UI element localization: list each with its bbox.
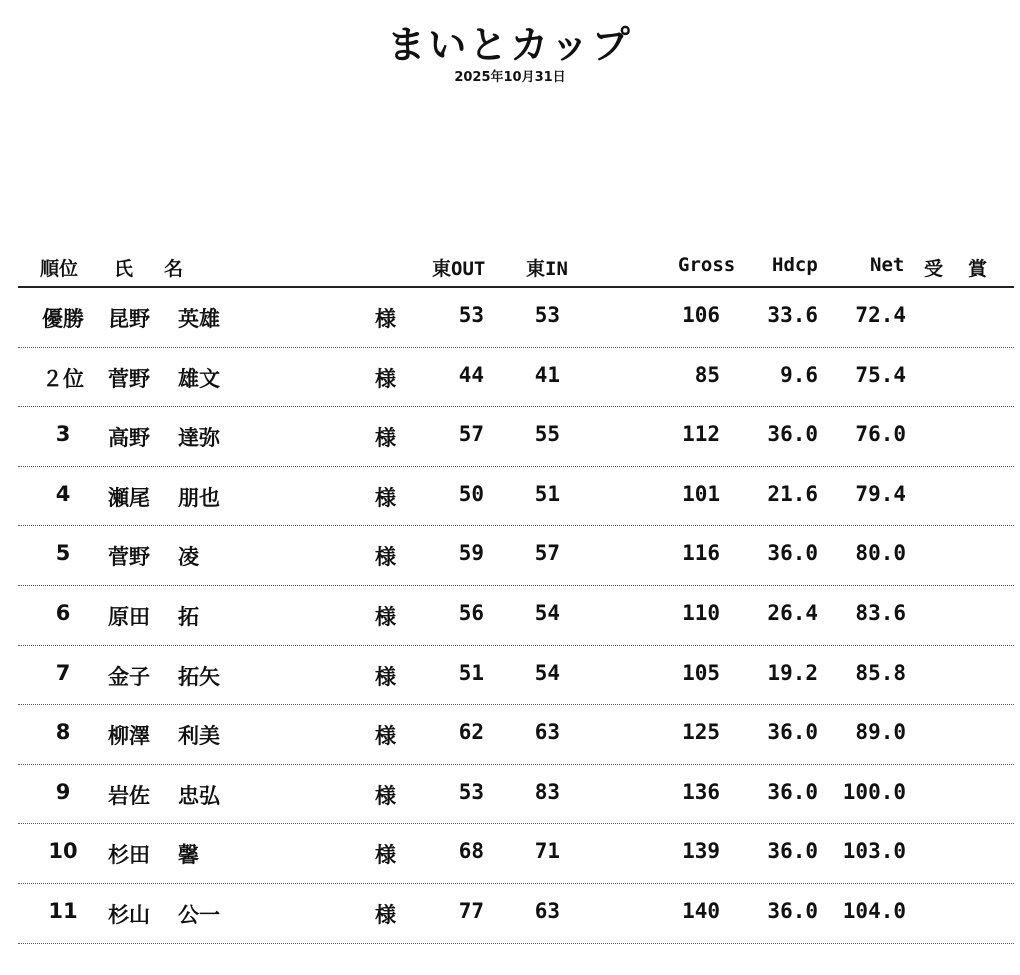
out-score-cell: 57 bbox=[458, 422, 484, 447]
rank-cell: 7 bbox=[55, 660, 71, 685]
gross-cell: 140 bbox=[682, 898, 720, 923]
honorific-cell: 様 bbox=[375, 843, 396, 868]
rank-cell: 3 bbox=[55, 422, 71, 447]
honorific-cell: 様 bbox=[375, 366, 396, 391]
out-score-cell: 53 bbox=[458, 303, 484, 327]
net-cell: 100.0 bbox=[842, 779, 906, 804]
table-row bbox=[18, 824, 1014, 884]
rank-cell: 10 bbox=[48, 839, 78, 864]
given-name-cell: 拓 bbox=[178, 604, 199, 629]
surname-cell: 高野 bbox=[108, 426, 150, 451]
surname-cell: 杉田 bbox=[108, 843, 150, 868]
honorific-cell: 様 bbox=[375, 902, 396, 927]
hdcp-cell: 36.0 bbox=[767, 839, 818, 864]
gross-cell: 85 bbox=[694, 362, 720, 387]
gross-cell: 139 bbox=[682, 839, 720, 864]
hdcp-cell: 33.6 bbox=[767, 303, 818, 327]
rank-cell: 6 bbox=[55, 600, 71, 625]
hdcp-cell: 9.6 bbox=[780, 362, 818, 387]
in-score-cell: 63 bbox=[534, 720, 560, 745]
honorific-cell: 様 bbox=[375, 307, 396, 331]
given-name-cell: 達弥 bbox=[178, 426, 220, 451]
table-row bbox=[18, 765, 1014, 825]
surname-cell: 菅野 bbox=[108, 366, 150, 391]
in-score-cell: 53 bbox=[534, 303, 560, 327]
honorific-cell: 様 bbox=[375, 664, 396, 689]
header-award-b: 賞 bbox=[968, 258, 988, 280]
net-cell: 80.0 bbox=[855, 541, 906, 566]
surname-cell: 岩佐 bbox=[108, 783, 150, 808]
hdcp-cell: 36.0 bbox=[767, 422, 818, 447]
header-net: Net bbox=[870, 254, 905, 276]
net-cell: 72.4 bbox=[855, 303, 906, 327]
table-row bbox=[18, 646, 1014, 706]
surname-cell: 昆野 bbox=[108, 307, 150, 331]
table-row bbox=[18, 884, 1014, 944]
honorific-cell: 様 bbox=[375, 426, 396, 451]
rank-cell: 5 bbox=[55, 541, 71, 566]
hdcp-cell: 36.0 bbox=[767, 898, 818, 923]
honorific-cell: 様 bbox=[375, 485, 396, 510]
header-out: 東OUT bbox=[432, 258, 486, 280]
in-score-cell: 83 bbox=[534, 779, 560, 804]
given-name-cell: 英雄 bbox=[178, 307, 220, 331]
in-score-cell: 51 bbox=[534, 481, 560, 506]
surname-cell: 瀬尾 bbox=[108, 485, 150, 510]
rank-cell: 8 bbox=[55, 720, 71, 745]
honorific-cell: 様 bbox=[375, 783, 396, 808]
surname-cell: 菅野 bbox=[108, 545, 150, 570]
net-cell: 75.4 bbox=[855, 362, 906, 387]
gross-cell: 106 bbox=[682, 303, 720, 327]
table-row bbox=[18, 407, 1014, 467]
hdcp-cell: 36.0 bbox=[767, 720, 818, 745]
header-hdcp: Hdcp bbox=[772, 254, 818, 276]
given-name-cell: 公一 bbox=[178, 902, 220, 927]
out-score-cell: 53 bbox=[458, 779, 484, 804]
header-rank: 順位 bbox=[40, 258, 79, 280]
surname-cell: 金子 bbox=[108, 664, 150, 689]
out-score-cell: 56 bbox=[458, 600, 484, 625]
table-row bbox=[18, 467, 1014, 527]
gross-cell: 110 bbox=[682, 600, 720, 625]
out-score-cell: 59 bbox=[458, 541, 484, 566]
given-name-cell: 雄文 bbox=[178, 366, 220, 391]
rank-cell: 9 bbox=[55, 779, 71, 804]
surname-cell: 柳澤 bbox=[108, 724, 150, 749]
document-title: まいとカップ bbox=[387, 23, 633, 67]
table-row bbox=[18, 586, 1014, 646]
table-row bbox=[18, 288, 1014, 348]
table-row bbox=[18, 705, 1014, 765]
in-score-cell: 71 bbox=[534, 839, 560, 864]
table-header bbox=[18, 252, 1014, 288]
net-cell: 79.4 bbox=[855, 481, 906, 506]
gross-cell: 116 bbox=[682, 541, 720, 566]
out-score-cell: 51 bbox=[458, 660, 484, 685]
hdcp-cell: 21.6 bbox=[767, 481, 818, 506]
net-cell: 85.8 bbox=[855, 660, 906, 685]
net-cell: 76.0 bbox=[855, 422, 906, 447]
out-score-cell: 44 bbox=[458, 362, 484, 387]
out-score-cell: 62 bbox=[458, 720, 484, 745]
rank-cell: 優勝 bbox=[42, 307, 84, 331]
honorific-cell: 様 bbox=[375, 724, 396, 749]
given-name-cell: 凌 bbox=[178, 545, 199, 570]
table-row bbox=[18, 348, 1014, 408]
gross-cell: 101 bbox=[682, 481, 720, 506]
net-cell: 83.6 bbox=[855, 600, 906, 625]
surname-cell: 原田 bbox=[108, 604, 150, 629]
given-name-cell: 馨 bbox=[178, 843, 199, 868]
honorific-cell: 様 bbox=[375, 545, 396, 570]
given-name-cell: 朋也 bbox=[178, 485, 220, 510]
honorific-cell: 様 bbox=[375, 604, 396, 629]
header-gross: Gross bbox=[678, 254, 736, 276]
given-name-cell: 利美 bbox=[178, 724, 220, 749]
results-table bbox=[18, 288, 1014, 944]
in-score-cell: 55 bbox=[534, 422, 560, 447]
hdcp-cell: 36.0 bbox=[767, 779, 818, 804]
in-score-cell: 54 bbox=[534, 600, 560, 625]
rank-cell: 11 bbox=[48, 898, 78, 923]
out-score-cell: 68 bbox=[458, 839, 484, 864]
net-cell: 104.0 bbox=[842, 898, 906, 923]
out-score-cell: 50 bbox=[458, 481, 484, 506]
header-name-b: 名 bbox=[164, 258, 184, 280]
given-name-cell: 拓矢 bbox=[178, 664, 220, 689]
in-score-cell: 63 bbox=[534, 898, 560, 923]
gross-cell: 112 bbox=[682, 422, 720, 447]
header-award-a: 受 bbox=[924, 258, 944, 280]
hdcp-cell: 26.4 bbox=[767, 600, 818, 625]
net-cell: 89.0 bbox=[855, 720, 906, 745]
in-score-cell: 41 bbox=[534, 362, 560, 387]
rank-cell: ２位 bbox=[42, 366, 84, 391]
hdcp-cell: 19.2 bbox=[767, 660, 818, 685]
given-name-cell: 忠弘 bbox=[178, 783, 220, 808]
in-score-cell: 57 bbox=[534, 541, 560, 566]
in-score-cell: 54 bbox=[534, 660, 560, 685]
gross-cell: 136 bbox=[682, 779, 720, 804]
table-row bbox=[18, 526, 1014, 586]
gross-cell: 125 bbox=[682, 720, 720, 745]
rank-cell: 4 bbox=[55, 481, 71, 506]
header-in: 東IN bbox=[526, 258, 568, 280]
hdcp-cell: 36.0 bbox=[767, 541, 818, 566]
net-cell: 103.0 bbox=[842, 839, 906, 864]
document-date: 2025年10月31日 bbox=[454, 70, 566, 85]
header-name-a: 氏 bbox=[114, 258, 134, 280]
out-score-cell: 77 bbox=[458, 898, 484, 923]
surname-cell: 杉山 bbox=[108, 902, 150, 927]
gross-cell: 105 bbox=[682, 660, 720, 685]
